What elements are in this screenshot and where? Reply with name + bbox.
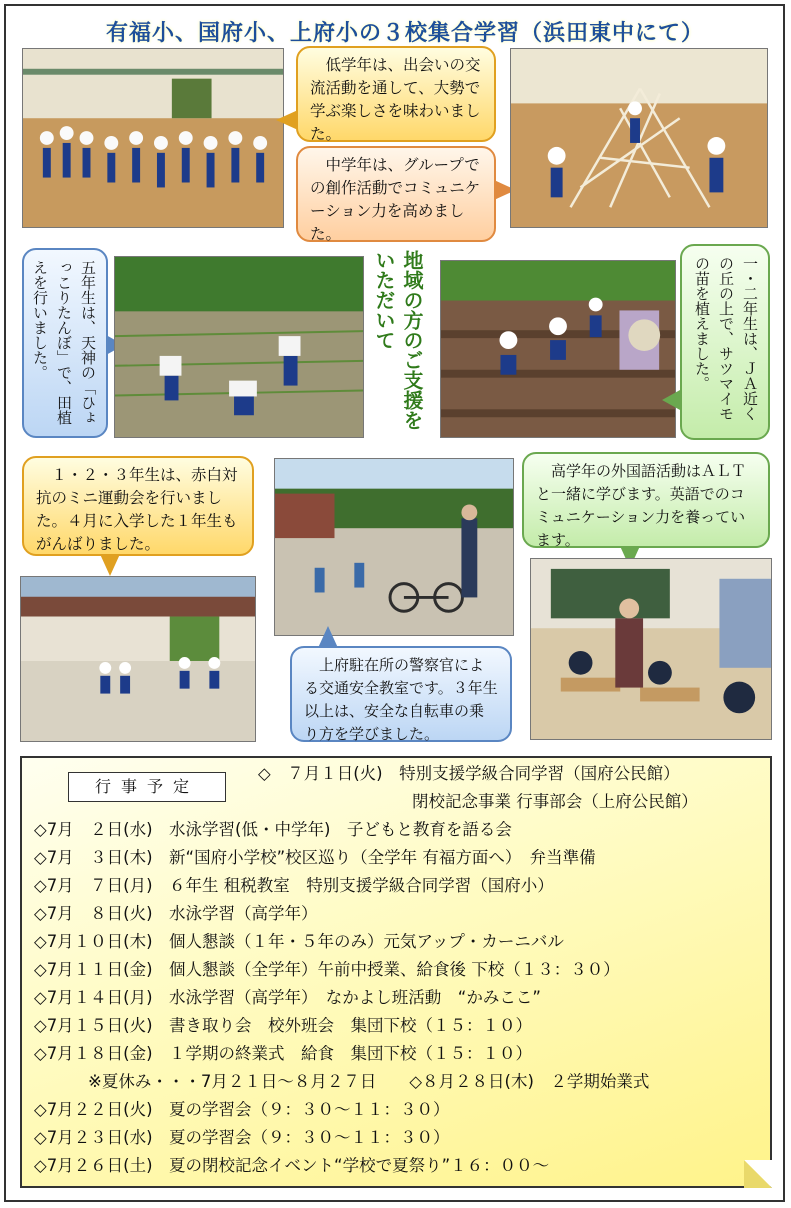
schedule-row: ※夏休み・・・7月２１日～８月２７日 ◇８月２８日(木) ２学期始業式: [88, 1072, 650, 1091]
traffic-safety-photo: [274, 458, 514, 636]
fifth-grade-caption-bubble: [22, 248, 108, 438]
page-fold-shadow: [744, 1160, 772, 1188]
traffic-safety-caption: 上府駐在所の警察官による交通安全教室です。３年生以上は、安全な自転車の乗り方を学びました。: [304, 656, 498, 743]
page-title: 有福小、国府小、上府小の３校集合学習（浜田東中にて）: [105, 21, 704, 46]
schedule-row: ◇7月２６日(土) 夏の閉校記念イベント“学校で夏祭り”１６：００～: [34, 1156, 550, 1175]
sports-day-caption: １・２・３年生は、赤白対抗のミニ運動会を行いました。４月に入学した１年生もがんばりました。: [36, 466, 238, 553]
schedule-row: 閉校記念事業 行事部会（上府公民館）: [412, 792, 698, 811]
schedule-row: ◇7月２３日(水) 夏の学習会（９：３０～１１：３０）: [34, 1128, 450, 1147]
gym-gathering-photo: [22, 48, 284, 228]
sweet-potato-planting-photo: [440, 260, 676, 438]
bubble-tail: [318, 626, 338, 648]
bubble-tail: [662, 390, 680, 410]
bubble-tail: [276, 110, 298, 130]
event-schedule-panel: [20, 756, 772, 1188]
sports-day-photo: [20, 576, 256, 742]
english-activity-caption: 高学年の外国語活動はＡＬＴと一緒に学びます。英語でのコミュニケーション力を養っています。: [536, 462, 747, 549]
schedule-row: ◇7月１８日(金) １学期の終業式 給食 集団下校（１５：１０）: [34, 1044, 533, 1063]
traffic-safety-caption-bubble: [290, 646, 512, 742]
schedule-heading: 行事予定: [68, 772, 226, 802]
first-second-grade-caption: 一・二年生は、ＪＡ近くの丘の上で、サツマイモの苗を植えました。: [693, 256, 759, 421]
schedule-row: ◇7月１１日(金) 個人懇談（全学年）午前中授業、給食後 下校（１３：３０）: [34, 960, 620, 979]
schedule-row: ◇7月 ８日(火) 水泳学習（高学年）: [34, 904, 318, 923]
schedule-row: ◇ ７月１日(火) 特別支援学級合同学習（国府公民館）: [258, 764, 680, 783]
schedule-row: ◇7月１４日(月) 水泳学習（高学年） なかよし班活動 “かみここ”: [34, 988, 541, 1007]
classroom-photo: [530, 558, 772, 740]
fifth-grade-caption: 五年生は、天神の「ひょっこりたんぼ」で、田植えを行いました。: [31, 260, 97, 425]
middle-grade-caption-bubble: [296, 146, 496, 242]
sports-day-caption-bubble: [22, 456, 254, 556]
schedule-row: ◇7月１０日(木) 個人懇談（１年・５年のみ）元気アップ・カーニバル: [34, 932, 564, 951]
schedule-row: ◇7月２２日(火) 夏の学習会（９：３０～１１：３０）: [34, 1100, 450, 1119]
lower-grade-caption-bubble: [296, 46, 496, 142]
schedule-row: ◇7月１５日(火) 書き取り会 校外班会 集団下校（１５：１０）: [34, 1016, 533, 1035]
lower-grade-caption: 低学年は、出会いの交流活動を通して、大勢で学ぶ楽しさを味わいました。: [310, 56, 481, 143]
rice-planting-photo: [114, 256, 364, 438]
schedule-row: ◇7月 ７日(月) ６年生 租税教室 特別支援学級合同学習（国府小）: [34, 876, 554, 895]
schedule-row: ◇7月 ３日(木) 新“国府小学校”校区巡り（全学年 有福方面へ） 弁当準備: [34, 848, 596, 867]
community-support-caption: 地域の方のご支援をいただいて: [372, 250, 424, 430]
first-second-grade-caption-bubble: [680, 244, 770, 440]
group-construction-photo: [510, 48, 768, 228]
middle-grade-caption: 中学年は、グループでの創作活動でコミュニケーション力を高めました。: [310, 156, 481, 243]
bubble-tail: [100, 554, 120, 576]
schedule-row: ◇7月 ２日(水) 水泳学習(低・中学年) 子どもと教育を語る会: [34, 820, 512, 839]
english-activity-caption-bubble: [522, 452, 770, 548]
